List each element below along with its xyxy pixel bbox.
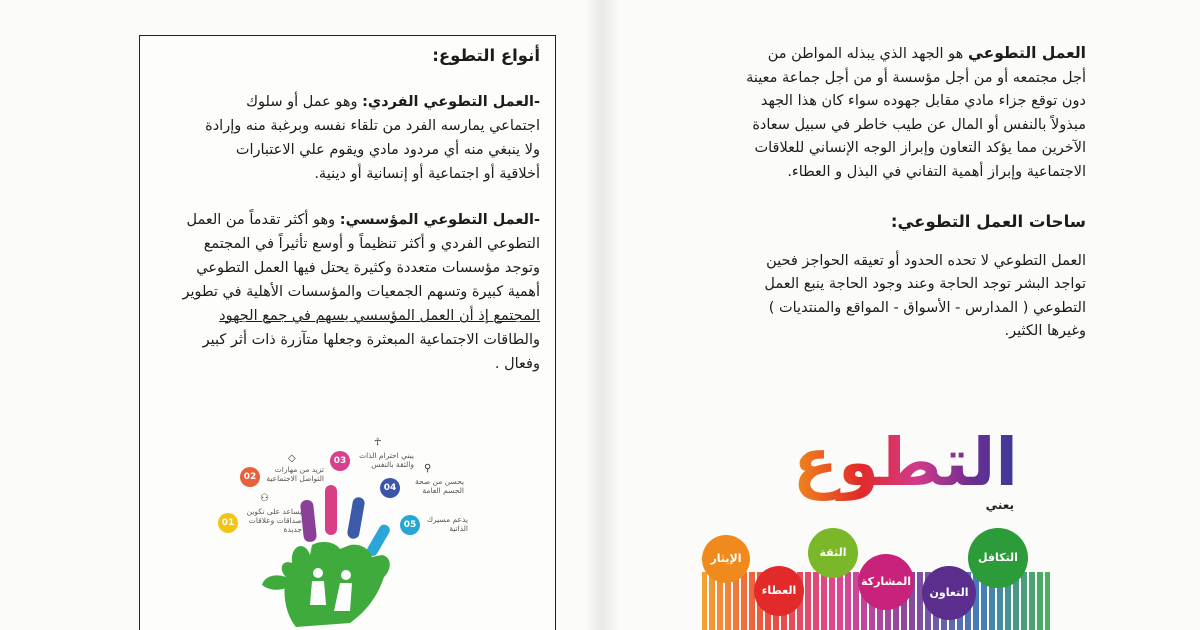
logo-title-text: التطوع: [792, 424, 1018, 501]
diamond-icon: ◇: [288, 453, 296, 464]
item-bubble-05: 05: [400, 515, 420, 535]
fields-line-2: تواجد البشر توجد الحاجة وعند وجود الحاجة ينبع العمل: [764, 276, 1086, 292]
circle-taawun: التعاون: [922, 566, 976, 620]
institutional-text-1: وهو أكثر تقدماً من العمل: [186, 212, 336, 228]
finger-blue: [346, 496, 365, 539]
right-page-text: [644, 42, 1086, 344]
item-caption-01: يساعد على تكوين صداقات وعلاقات جديدة: [246, 507, 302, 534]
intro-line-2: أجل مجتمعه أو من أجل مؤسسة أو من أجل جماعة معينة: [746, 69, 1086, 86]
institutional-line-3: وتوجد مؤسسات متعددة وكثيرة يحتل فيها العمل التطوعي: [196, 260, 540, 276]
individual-line-1: [158, 90, 540, 114]
individual-line-4: أخلاقية أو اجتماعية أو إنسانية أو دينية.: [314, 166, 540, 182]
fields-line-4: وغيرها الكثير.: [1004, 323, 1086, 339]
institutional-line-4: أهمية كبيرة وتسهم الجمعيات والمؤسسات الأهلية في تطوير: [182, 284, 540, 300]
paragraph-gap: [158, 186, 540, 208]
palm-figure-head-1: [313, 568, 323, 578]
intro-lead: العمل التطوعي: [967, 44, 1086, 62]
institutional-label: -العمل التطوعي المؤسسي:: [339, 212, 540, 228]
palm-thumb: [262, 575, 288, 589]
circle-ataa: العطاء: [754, 566, 804, 616]
intro-line-3: دون توقع جزاء مادي مقابل جهوده سواء كان هذا الجهد: [760, 93, 1086, 109]
finger-purple: [300, 499, 317, 542]
intro-line-5: الآخرين مما يؤكد التعاون وإبراز الوجه الإنساني للعلاقات: [754, 140, 1086, 156]
logo-title: [793, 422, 1018, 504]
item-bubble-01: 01: [218, 513, 238, 533]
intro-line-1: [644, 42, 1086, 67]
palm-figure-head-2: [341, 570, 351, 580]
fields-heading: ساحات العمل التطوعي:: [890, 212, 1086, 231]
item-caption-05: يدعم مسيرك الذاتية: [426, 515, 468, 533]
intro-line-6: الاجتماعية وإبراز أهمية التفاني في البذل و العطاء.: [787, 163, 1086, 180]
palm-figure-body-1: [310, 581, 326, 605]
left-page-text: [158, 44, 540, 376]
circle-thiqa: الثقة: [808, 528, 858, 578]
circle-takaful: التكافل: [968, 528, 1028, 588]
item-bubble-02: 02: [240, 467, 260, 487]
circle-ithar: الإيثار: [702, 535, 750, 583]
institutional-line-2: التطوعي الفردي و أكثر تنظيماً و أوسع تأثيراً في المجتمع: [203, 236, 540, 252]
volunteering-logo: [700, 420, 1080, 630]
fields-line-3: التطوعي ( المدارس - الأسواق - المواقع والمنتديات ): [768, 299, 1086, 316]
item-caption-02: تزيد من مهارات التواصل الاجتماعية: [266, 465, 324, 483]
intro-line-4: مبذولاً بالنفس أو المال عن طيب خاطر في سبيل سعادة: [752, 116, 1086, 133]
individual-line-3: ولا ينبغي منه أي مردود مادي ويقوم علي الاعتبارات: [235, 142, 540, 158]
item-bubble-04: 04: [380, 478, 400, 498]
institutional-line-6: والطاقات الاجتماعية المبعثرة وجعلها متآزرة ذات أثر كبير: [202, 332, 540, 348]
institutional-line-5: المجتمع إذ أن العمل المؤسسي يسهم في جمع الجهود: [219, 308, 540, 324]
types-heading: أنواع التطوع:: [432, 46, 540, 65]
intro-first: هو الجهد الذي يبذله المواطن من: [767, 46, 964, 62]
body-icon: ⚲: [424, 463, 432, 474]
institutional-line-1: [158, 208, 540, 232]
individual-text-1: وهو عمل أو سلوك: [246, 94, 358, 110]
finger-pink: [325, 485, 337, 535]
circle-musharaka: المشاركة: [858, 554, 914, 610]
individual-line-2: اجتماعي يمارسه الفرد من تلقاء نفسه وبرغبة منه وإرادة: [205, 118, 540, 134]
item-caption-04: يحسن من صحة الجسم العامة: [414, 477, 464, 495]
people-icon: ⚇: [260, 493, 269, 504]
item-caption-03: يبني احترام الذات والثقة بالنفس: [359, 451, 414, 469]
figure-icon: ☥: [374, 437, 382, 448]
fields-line-1: العمل التطوعي لا تحده الحدود أو تعيقه الحواجز فحين: [766, 252, 1086, 269]
individual-label: -العمل التطوعي الفردي:: [362, 94, 540, 110]
page-seam-shadow: [584, 0, 620, 630]
item-bubble-03: 03: [330, 451, 350, 471]
hand-infographic: [200, 437, 470, 630]
institutional-line-7: وفعال .: [494, 356, 540, 372]
logo-subtitle: يعني: [985, 498, 1014, 512]
